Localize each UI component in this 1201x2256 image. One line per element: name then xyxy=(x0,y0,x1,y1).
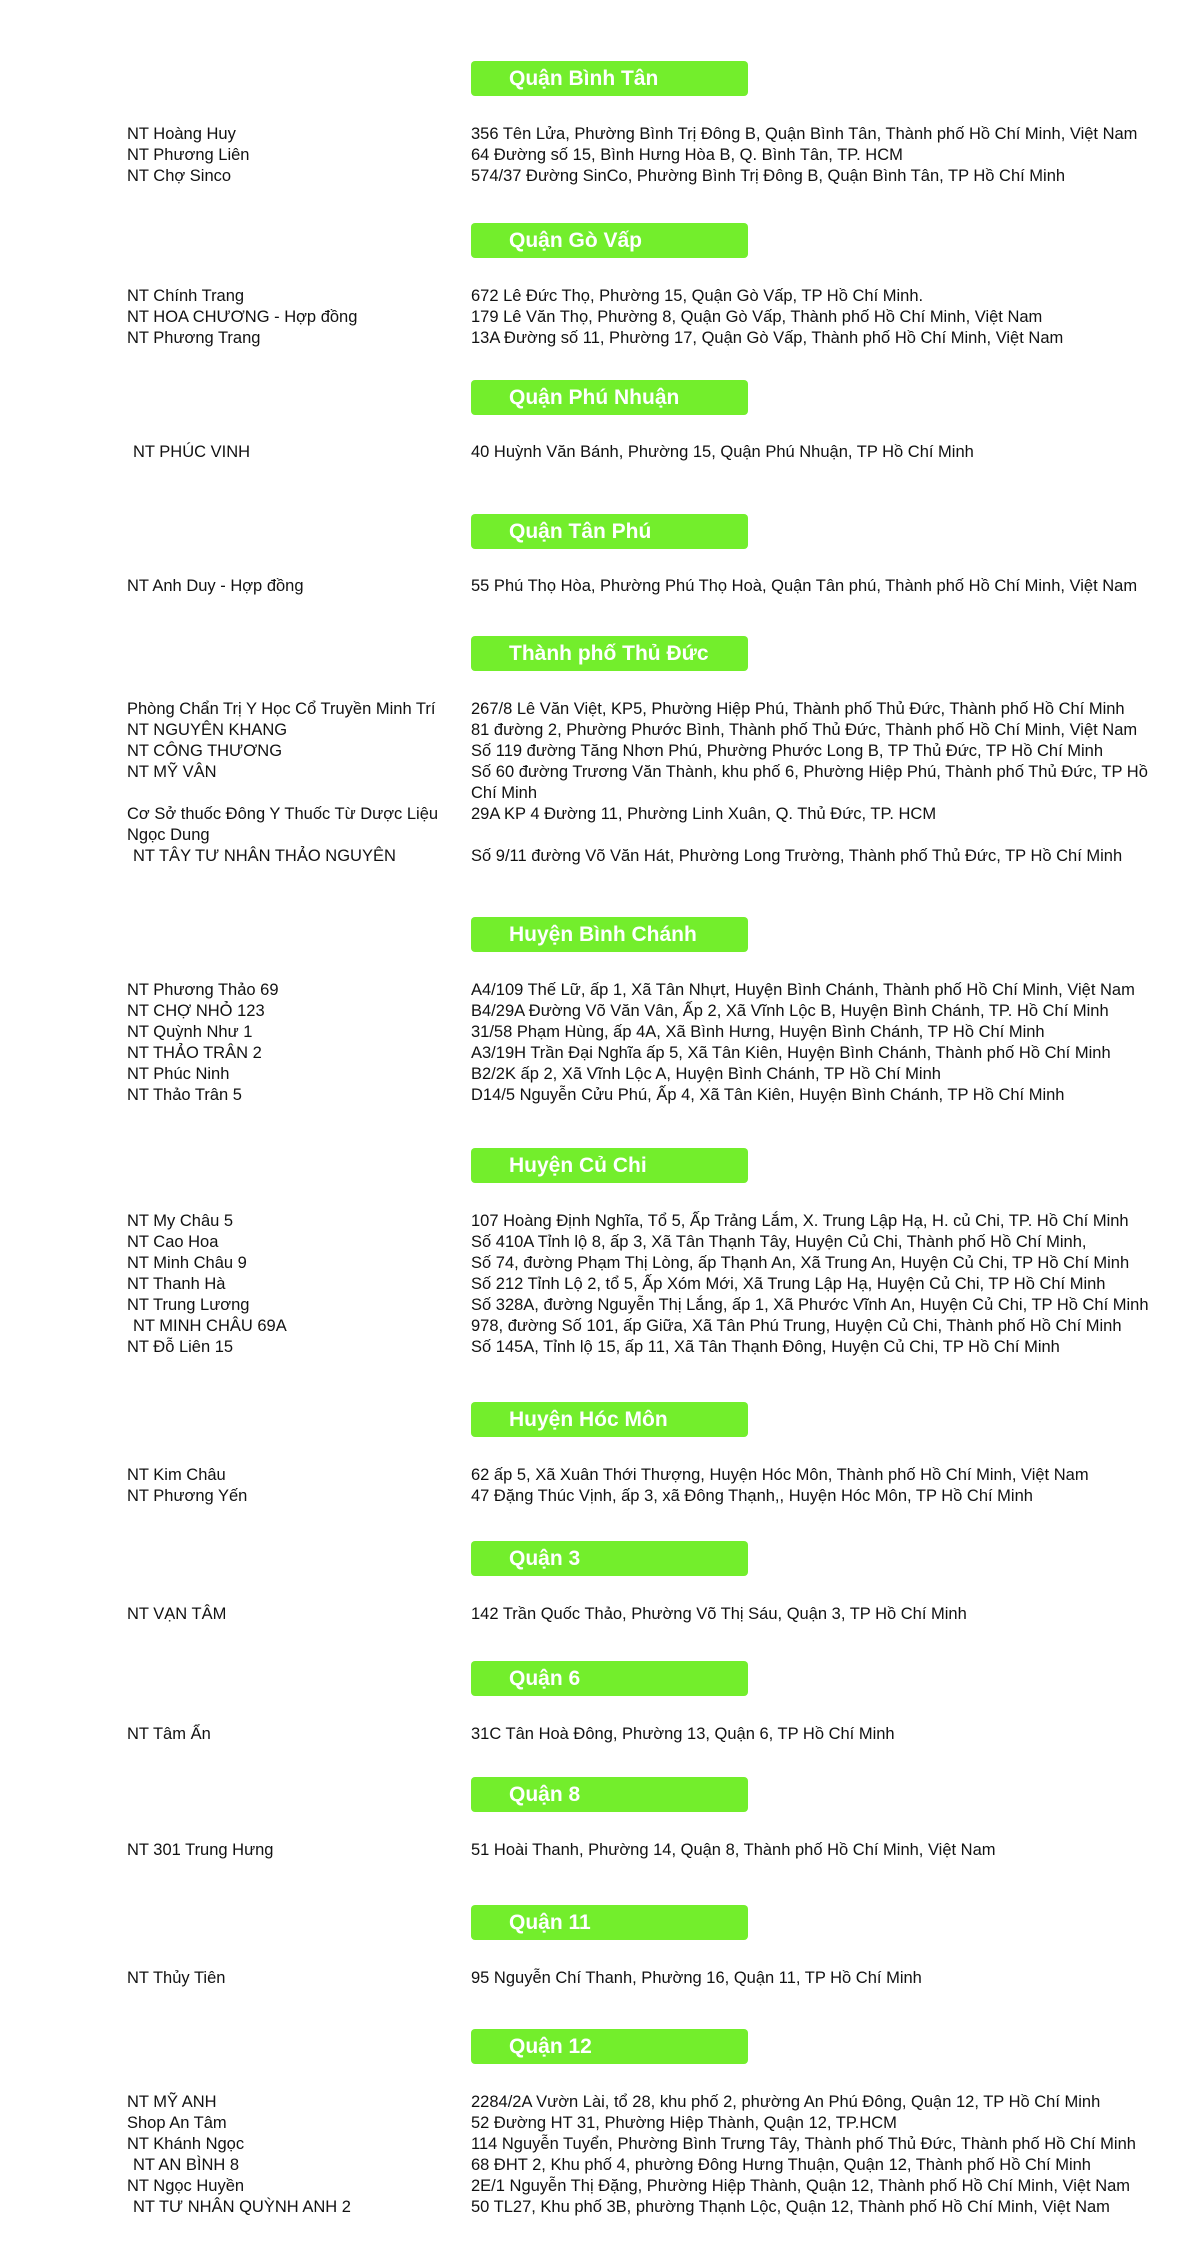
pharmacy-name: NT THẢO TRÂN 2 xyxy=(127,1044,262,1062)
pharmacy-name: Shop An Tâm xyxy=(127,2114,227,2132)
pharmacy-name: NT PHÚC VINH xyxy=(133,443,251,461)
pharmacy-name: Phòng Chẩn Trị Y Học Cổ Truyền Minh Trí xyxy=(127,700,436,718)
pharmacy-address: 52 Đường HT 31, Phường Hiệp Thành, Quận 12, TP.HCM xyxy=(471,2114,897,2132)
pharmacy-address: 29A KP 4 Đường 11, Phường Linh Xuân, Q. Thủ Đức, TP. HCM xyxy=(471,805,937,823)
pharmacy-name: NT CHỢ NHỎ 123 xyxy=(127,1002,265,1020)
pharmacy-name: NT Minh Châu 9 xyxy=(127,1254,247,1272)
pharmacy-name: NT AN BÌNH 8 xyxy=(133,2156,240,2174)
pharmacy-name: NT VẠN TÂM xyxy=(127,1605,227,1623)
pharmacy-address: B4/29A Đường Võ Văn Vân, Ấp 2, Xã Vĩnh Lộc B, Huyện Bình Chánh, TP. Hồ Chí Minh xyxy=(471,1002,1109,1020)
section-header-thu-duc: Thành phố Thủ Đức xyxy=(471,636,748,671)
pharmacy-name: NT Chính Trang xyxy=(127,287,245,305)
pharmacy-address: 64 Đường số 15, Bình Hưng Hòa B, Q. Bình Tân, TP. HCM xyxy=(471,146,903,164)
section-header-quan-12: Quận 12 xyxy=(471,2029,748,2064)
pharmacy-name: NT Thủy Tiên xyxy=(127,1969,226,1987)
pharmacy-name: NT NGUYÊN KHANG xyxy=(127,721,288,739)
section-header-binh-tan: Quận Bình Tân xyxy=(471,61,748,96)
pharmacy-address: 672 Lê Đức Thọ, Phường 15, Quận Gò Vấp, TP Hồ Chí Minh. xyxy=(471,287,924,305)
pharmacy-address: Số 328A, đường Nguyễn Thị Lắng, ấp 1, Xã Phước Vĩnh An, Huyện Củ Chi, TP Hồ Chí Minh xyxy=(471,1296,1149,1314)
section-header-quan-11: Quận 11 xyxy=(471,1905,748,1940)
pharmacy-name: NT TƯ NHÂN QUỲNH ANH 2 xyxy=(133,2198,351,2216)
pharmacy-name: NT CÔNG THƯƠNG xyxy=(127,742,283,760)
pharmacy-name: NT HOA CHƯƠNG - Hợp đồng xyxy=(127,308,358,326)
section-header-hoc-mon: Huyện Hóc Môn xyxy=(471,1402,748,1437)
pharmacy-name: NT Khánh Ngọc xyxy=(127,2135,245,2153)
pharmacy-address: 40 Huỳnh Văn Bánh, Phường 15, Quận Phú Nhuận, TP Hồ Chí Minh xyxy=(471,443,974,461)
pharmacy-name: NT Ngọc Huyền xyxy=(127,2177,245,2195)
section-header-quan-6: Quận 6 xyxy=(471,1661,748,1696)
section-header-tan-phu: Quận Tân Phú xyxy=(471,514,748,549)
pharmacy-address: 50 TL27, Khu phố 3B, phường Thạnh Lộc, Quận 12, Thành phố Hồ Chí Minh, Việt Nam xyxy=(471,2198,1110,2216)
pharmacy-address: D14/5 Nguyễn Cửu Phú, Ấp 4, Xã Tân Kiên, Huyện Bình Chánh, TP Hồ Chí Minh xyxy=(471,1086,1065,1104)
pharmacy-name: NT Đỗ Liên 15 xyxy=(127,1338,234,1356)
pharmacy-address: 68 ĐHT 2, Khu phố 4, phường Đông Hưng Thuận, Quận 12, Thành phố Hồ Chí Minh xyxy=(471,2156,1091,2174)
pharmacy-address: 81 đường 2, Phường Phước Bình, Thành phố Thủ Đức, Thành phố Hồ Chí Minh, Việt Nam xyxy=(471,721,1138,739)
pharmacy-name: NT Hoàng Huy xyxy=(127,125,236,143)
pharmacy-address: 47 Đặng Thúc Vịnh, ấp 3, xã Đông Thạnh,, Huyện Hóc Môn, TP Hồ Chí Minh xyxy=(471,1487,1033,1505)
pharmacy-address: 13A Đường số 11, Phường 17, Quận Gò Vấp, Thành phố Hồ Chí Minh, Việt Nam xyxy=(471,329,1064,347)
pharmacy-name: NT TÂY TƯ NHÂN THẢO NGUYÊN xyxy=(133,847,396,865)
pharmacy-address: Số 145A, Tỉnh lộ 15, ấp 11, Xã Tân Thạnh Đông, Huyện Củ Chi, TP Hồ Chí Minh xyxy=(471,1338,1060,1356)
pharmacy-address: 31/58 Phạm Hùng, ấp 4A, Xã Bình Hưng, Huyện Bình Chánh, TP Hồ Chí Minh xyxy=(471,1023,1045,1041)
pharmacy-address: A4/109 Thế Lữ, ấp 1, Xã Tân Nhựt, Huyện Bình Chánh, Thành phố Hồ Chí Minh, Việt Nam xyxy=(471,981,1135,999)
pharmacy-name: NT Cao Hoa xyxy=(127,1233,219,1251)
pharmacy-name: Cơ Sở thuốc Đông Y Thuốc Từ Dược Liệu Ngọc Dung xyxy=(127,805,439,844)
pharmacy-name: NT Phương Liên xyxy=(127,146,250,164)
pharmacy-name: NT Phương Yến xyxy=(127,1487,248,1505)
pharmacy-name: NT Trung Lương xyxy=(127,1296,250,1314)
pharmacy-address: 114 Nguyễn Tuyển, Phường Bình Trưng Tây, Thành phố Thủ Đức, Thành phố Hồ Chí Minh xyxy=(471,2135,1136,2153)
pharmacy-name: NT Anh Duy - Hợp đồng xyxy=(127,577,304,595)
pharmacy-name: NT My Châu 5 xyxy=(127,1212,234,1230)
section-header-quan-3: Quận 3 xyxy=(471,1541,748,1576)
pharmacy-name: NT Chợ Sinco xyxy=(127,167,232,185)
pharmacy-address: 31C Tân Hoà Đông, Phường 13, Quận 6, TP Hồ Chí Minh xyxy=(471,1725,895,1743)
pharmacy-address: 978, đường Số 101, ấp Giữa, Xã Tân Phú Trung, Huyện Củ Chi, Thành phố Hồ Chí Minh xyxy=(471,1317,1122,1335)
pharmacy-address: Số 212 Tỉnh Lộ 2, tổ 5, Ấp Xóm Mới, Xã Trung Lập Hạ, Huyện Củ Chi, TP Hồ Chí Minh xyxy=(471,1275,1106,1293)
pharmacy-address: Số 119 đường Tăng Nhơn Phú, Phường Phước Long B, TP Thủ Đức, TP Hồ Chí Minh xyxy=(471,742,1104,760)
pharmacy-address: 356 Tên Lửa, Phường Bình Trị Đông B, Quận Bình Tân, Thành phố Hồ Chí Minh, Việt Nam xyxy=(471,125,1138,143)
pharmacy-name: NT Thanh Hà xyxy=(127,1275,226,1293)
pharmacy-name: NT MINH CHÂU 69A xyxy=(133,1317,287,1335)
pharmacy-name: NT Phương Trang xyxy=(127,329,261,347)
pharmacy-name: NT Kim Châu xyxy=(127,1466,226,1484)
pharmacy-address: 179 Lê Văn Thọ, Phường 8, Quận Gò Vấp, Thành phố Hồ Chí Minh, Việt Nam xyxy=(471,308,1043,326)
pharmacy-address: Số 410A Tỉnh lộ 8, ấp 3, Xã Tân Thạnh Tây, Huyện Củ Chi, Thành phố Hồ Chí Minh, xyxy=(471,1233,1087,1251)
pharmacy-name: NT Quỳnh Như 1 xyxy=(127,1023,253,1041)
pharmacy-address: 267/8 Lê Văn Việt, KP5, Phường Hiệp Phú, Thành phố Thủ Đức, Thành phố Hồ Chí Minh xyxy=(471,700,1125,718)
section-header-go-vap: Quận Gò Vấp xyxy=(471,223,748,258)
pharmacy-address: 62 ấp 5, Xã Xuân Thới Thượng, Huyện Hóc Môn, Thành phố Hồ Chí Minh, Việt Nam xyxy=(471,1466,1089,1484)
pharmacy-address: 574/37 Đường SinCo, Phường Bình Trị Đông B, Quận Bình Tân, TP Hồ Chí Minh xyxy=(471,167,1066,185)
pharmacy-address: A3/19H Trần Đại Nghĩa ấp 5, Xã Tân Kiên, Huyện Bình Chánh, Thành phố Hồ Chí Minh xyxy=(471,1044,1111,1062)
pharmacy-name: NT Phương Thảo 69 xyxy=(127,981,279,999)
pharmacy-address: Số 74, đường Phạm Thị Lòng, ấp Thạnh An, Xã Trung An, Huyện Củ Chi, TP Hồ Chí Minh xyxy=(471,1254,1130,1272)
pharmacy-address: 107 Hoàng Định Nghĩa, Tổ 5, Ấp Trảng Lắm, X. Trung Lập Hạ, H. củ Chi, TP. Hồ Chí Minh xyxy=(471,1212,1129,1230)
pharmacy-address: 95 Nguyễn Chí Thanh, Phường 16, Quận 11, TP Hồ Chí Minh xyxy=(471,1969,922,1987)
pharmacy-address: 142 Trần Quốc Thảo, Phường Võ Thị Sáu, Quận 3, TP Hồ Chí Minh xyxy=(471,1605,967,1623)
pharmacy-name: NT MỸ VÂN xyxy=(127,763,217,781)
pharmacy-name: NT Phúc Ninh xyxy=(127,1065,230,1083)
pharmacy-address: B2/2K ấp 2, Xã Vĩnh Lộc A, Huyện Bình Chánh, TP Hồ Chí Minh xyxy=(471,1065,941,1083)
pharmacy-name: NT Thảo Trân 5 xyxy=(127,1086,242,1104)
section-header-phu-nhuan: Quận Phú Nhuận xyxy=(471,380,748,415)
pharmacy-address: 55 Phú Thọ Hòa, Phường Phú Thọ Hoà, Quận Tân phú, Thành phố Hồ Chí Minh, Việt Nam xyxy=(471,577,1138,595)
pharmacy-address: Số 60 đường Trương Văn Thành, khu phố 6, Phường Hiệp Phú, Thành phố Thủ Đức, TP Hồ Chí Minh xyxy=(471,763,1148,802)
section-header-quan-8: Quận 8 xyxy=(471,1777,748,1812)
pharmacy-address: 2284/2A Vườn Lài, tổ 28, khu phố 2, phường An Phú Đông, Quận 12, TP Hồ Chí Minh xyxy=(471,2093,1101,2111)
pharmacy-address: 2E/1 Nguyễn Thị Đặng, Phường Hiệp Thành, Quận 12, Thành phố Hồ Chí Minh, Việt Nam xyxy=(471,2177,1131,2195)
pharmacy-address: Số 9/11 đường Võ Văn Hát, Phường Long Trường, Thành phố Thủ Đức, TP Hồ Chí Minh xyxy=(471,847,1123,865)
pharmacy-name: NT MỸ ANH xyxy=(127,2093,217,2111)
pharmacy-address: 51 Hoài Thanh, Phường 14, Quận 8, Thành phố Hồ Chí Minh, Việt Nam xyxy=(471,1841,996,1859)
pharmacy-name: NT 301 Trung Hưng xyxy=(127,1841,274,1859)
section-header-binh-chanh: Huyện Bình Chánh xyxy=(471,917,748,952)
section-header-cu-chi: Huyện Củ Chi xyxy=(471,1148,748,1183)
pharmacy-name: NT Tâm Ẩn xyxy=(127,1725,211,1743)
